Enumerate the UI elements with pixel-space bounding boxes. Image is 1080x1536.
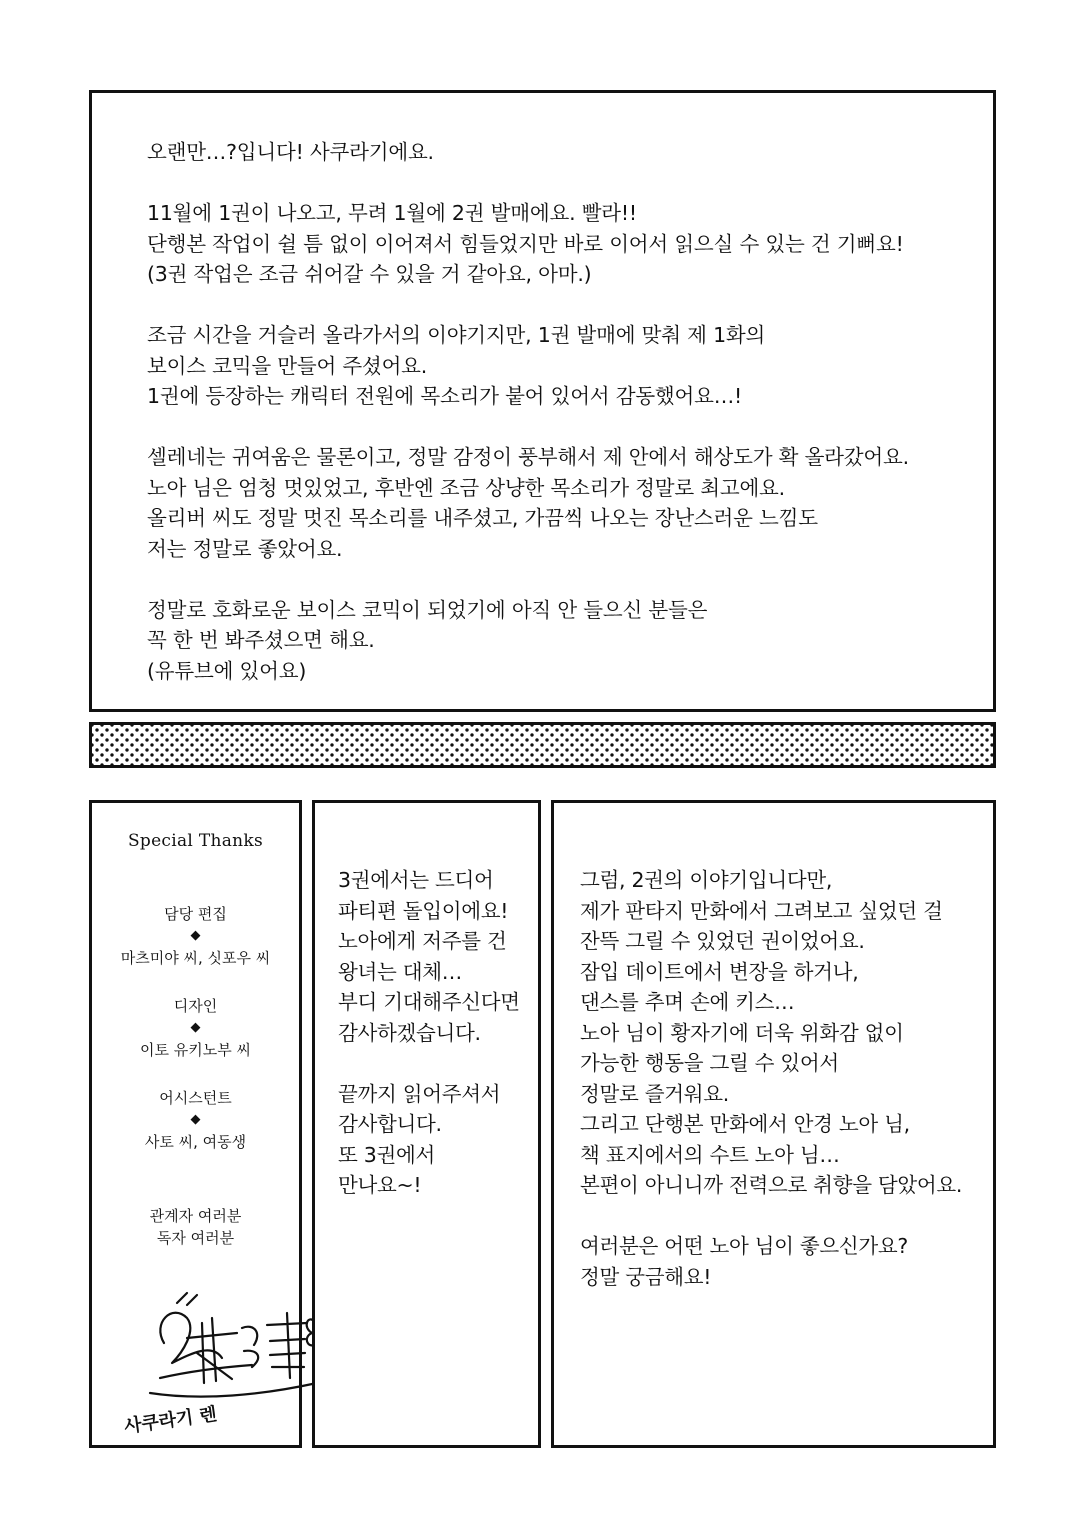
- signature-name: 사쿠라기 렌: [118, 1399, 222, 1439]
- credit-editor: [92, 903, 299, 969]
- next-volume-text: [338, 865, 520, 1231]
- text-line: 1권에 등장하는 캐릭터 전원에 목소리가 붙어 있어서 감동했어요…!: [147, 384, 743, 408]
- text-line: 단행본 작업이 쉴 틈 없이 이어져서 힘들었지만 바로 이어서 읽으실 수 있는 건 기뻐요!: [147, 231, 904, 256]
- text-line: 셀레네는 귀여움은 물론이고, 정말 감정이 풍부해서 제 안에서 해상도가 확 올라갔어요.: [147, 445, 909, 469]
- text-line: (3권 작업은 조금 쉬어갈 수 있을 거 같아요, 아마.): [147, 262, 592, 286]
- paragraph-voice-comic: [147, 320, 963, 412]
- credit-names: 이토 유키노부 씨: [140, 1041, 251, 1059]
- text-line: 가능한 행동을 그릴 수 있어서: [580, 1051, 839, 1075]
- credit-role: 담당 편집: [164, 905, 227, 923]
- paragraph-greeting: [147, 137, 963, 168]
- text-line: 만나요~!: [338, 1173, 422, 1197]
- text-line: 정말로 즐거워요.: [580, 1081, 729, 1106]
- text-line: 올리버 씨도 정말 멋진 목소리를 내주셨고, 가끔씩 나오는 장난스러운 느낌도: [147, 506, 818, 530]
- paragraph-question: [580, 1231, 962, 1292]
- diamond-icon: ◆: [190, 1020, 201, 1035]
- middle-text-panel: [312, 800, 541, 1448]
- text-line: 오랜만…?입니다! 사쿠라기에요.: [147, 140, 434, 164]
- credit-assistant: [92, 1087, 299, 1153]
- paragraph-next-volume: [338, 865, 520, 1048]
- text-line: 보이스 코믹을 만들어 주셨어요.: [147, 353, 428, 378]
- credit-names: 마츠미야 씨, 싯포우 씨: [120, 949, 271, 967]
- top-text-panel: [89, 90, 996, 712]
- text-line: 조금 시간을 거슬러 올라가서의 이야기지만, 1권 발매에 맞춰 제 1화의: [147, 323, 766, 347]
- credit-line: 독자 여러분: [156, 1229, 235, 1247]
- paragraph-thanks: [338, 1079, 520, 1201]
- text-line: 부디 기대해주신다면: [338, 990, 520, 1014]
- text-line: 정말로 호화로운 보이스 코믹이 되었기에 아직 안 들으신 분들은: [147, 597, 708, 622]
- screentone-divider: [89, 722, 996, 768]
- paragraph-characters: [147, 442, 963, 564]
- diamond-icon: ◆: [190, 1112, 201, 1127]
- text-line: 잔뜩 그릴 수 있었던 권이었어요.: [580, 929, 865, 953]
- text-line: 또 3권에서: [338, 1142, 435, 1167]
- text-line: 책 표지에서의 수트 노아 님…: [580, 1142, 840, 1167]
- text-line: 노아에게 저주를 건: [338, 929, 507, 953]
- text-line: 11월에 1권이 나오고, 무려 1월에 2권 발매에요. 빨라!!: [147, 201, 637, 225]
- paragraph-recommend: [147, 595, 963, 687]
- special-thanks-panel: [89, 800, 302, 1448]
- credit-design: [92, 995, 299, 1061]
- text-line: 감사하겠습니다.: [338, 1020, 481, 1045]
- text-line: 끝까지 읽어주셔서: [338, 1081, 501, 1106]
- credit-role: 어시스턴트: [159, 1089, 232, 1107]
- text-line: 노아 님은 엄청 멋있었고, 후반엔 조금 상냥한 목소리가 정말로 최고에요.: [147, 475, 785, 500]
- diamond-icon: ◆: [190, 928, 201, 943]
- text-line: 저는 정말로 좋았어요.: [147, 536, 343, 561]
- text-line: 여러분은 어떤 노아 님이 좋으신가요?: [580, 1234, 908, 1258]
- text-line: 그럼, 2권의 이야기입니다만,: [580, 868, 833, 892]
- text-line: 파티편 돌입이에요!: [338, 898, 509, 923]
- credit-others: [92, 1205, 299, 1249]
- text-line: 댄스를 추며 손에 키스…: [580, 990, 795, 1014]
- text-line: 왕녀는 대체…: [338, 959, 462, 984]
- credit-line: 관계자 여러분: [149, 1207, 242, 1225]
- credit-role: 디자인: [173, 997, 218, 1015]
- text-line: 본편이 아니니까 전력으로 취향을 담았어요.: [580, 1173, 963, 1197]
- paragraph-volume-two: [580, 865, 962, 1201]
- text-line: 감사합니다.: [338, 1112, 442, 1136]
- afterword-text: [147, 137, 963, 717]
- text-line: 그리고 단행본 만화에서 안경 노아 님,: [580, 1112, 910, 1136]
- paragraph-release: [147, 198, 963, 290]
- credit-names: 사토 씨, 여동생: [144, 1133, 247, 1151]
- text-line: 정말 궁금해요!: [580, 1264, 712, 1289]
- volume-two-text: [580, 865, 962, 1323]
- text-line: (유튜브에 있어요): [147, 658, 307, 683]
- text-line: 잠입 데이트에서 변장을 하거나,: [580, 959, 859, 984]
- text-line: 꼭 한 번 봐주셨으면 해요.: [147, 628, 375, 652]
- special-thanks-title: Special Thanks: [127, 831, 264, 851]
- text-line: 노아 님이 황자기에 더욱 위화감 없이: [580, 1020, 904, 1045]
- text-line: 3권에서는 드디어: [338, 868, 494, 892]
- right-text-panel: [551, 800, 996, 1448]
- text-line: 제가 판타지 만화에서 그려보고 싶었던 걸: [580, 898, 943, 923]
